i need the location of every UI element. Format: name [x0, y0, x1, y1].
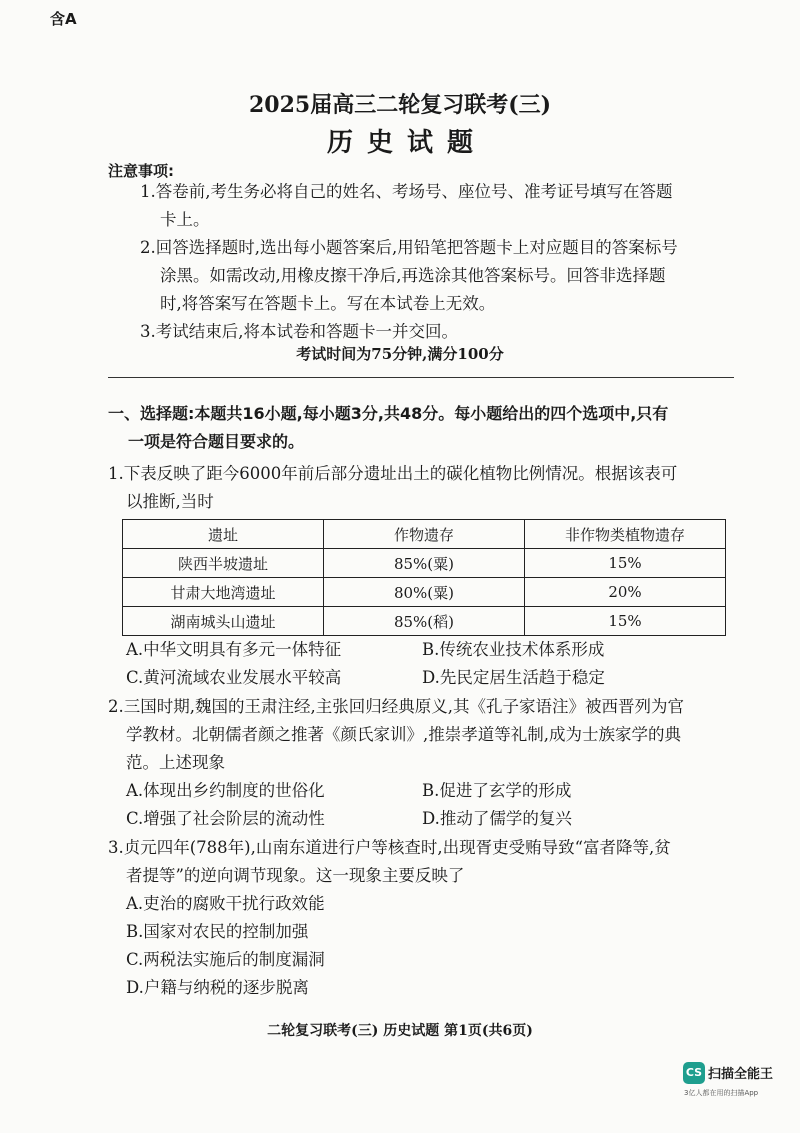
table-cell: 湖南城头山遗址 — [123, 607, 324, 636]
table-cell: 甘肃大地湾遗址 — [123, 578, 324, 607]
q1-option-b: B.传统农业技术体系形成 — [422, 640, 605, 659]
camscanner-tagline: 3亿人都在用的扫描App — [684, 1089, 759, 1097]
q3-stem: 3.贞元四年(788年),山南东道进行户等核查时,出现胥吏受贿导致“富者降等,贫 — [108, 838, 671, 857]
camscanner-name: 扫描全能王 — [708, 1067, 774, 1082]
q1-option-d: D.先民定居生活趋于稳定 — [422, 668, 605, 687]
q3-option-b: B.国家对农民的控制加强 — [126, 922, 309, 941]
q1-stem: 以推断,当时 — [126, 492, 214, 511]
notice-line: 1.答卷前,考生务必将自己的姓名、考场号、座位号、准考证号填写在答题 — [140, 182, 673, 201]
page-footer: 二轮复习联考(三) 历史试题 第1页(共6页) — [267, 1023, 533, 1039]
section-heading: 一、选择题:本题共16小题,每小题3分,共48分。每小题给出的四个选项中,只有 — [108, 404, 669, 423]
table-row — [123, 578, 726, 607]
table-cell: 80%(粟) — [324, 578, 525, 607]
table-header: 非作物类植物遗存 — [525, 520, 726, 549]
table-cell: 陕西半坡遗址 — [123, 549, 324, 578]
q2-stem: 范。上述现象 — [126, 753, 225, 772]
subject-title: 历史试题 — [326, 128, 487, 158]
q2-stem: 2.三国时期,魏国的王肃注经,主张回归经典原义,其《孔子家语注》被西晋列为官 — [108, 697, 684, 716]
camscanner-logo-icon: CS — [683, 1062, 705, 1084]
q2-option-c: C.增强了社会阶层的流动性 — [126, 809, 325, 828]
exam-title: 2025届高三二轮复习联考(三) — [248, 92, 552, 118]
q1-option-c: C.黄河流域农业发展水平较高 — [126, 668, 342, 687]
table-row — [123, 549, 726, 578]
divider — [108, 377, 734, 378]
q1-stem: 1.下表反映了距今6000年前后部分遗址出土的碳化植物比例情况。根据该表可 — [108, 464, 678, 483]
notice-line: 卡上。 — [160, 210, 210, 229]
table-cell: 15% — [525, 607, 726, 636]
q1-option-a: A.中华文明具有多元一体特征 — [126, 640, 342, 659]
sites-table — [122, 519, 726, 636]
notice-line: 涂黑。如需改动,用橡皮擦干净后,再选涂其他答案标号。回答非选择题 — [160, 266, 666, 285]
table-cell: 15% — [525, 549, 726, 578]
section-heading: 一项是符合题目要求的。 — [128, 432, 305, 451]
notice-line: 3.考试结束后,将本试卷和答题卡一并交回。 — [140, 322, 458, 341]
q2-option-d: D.推动了儒学的复兴 — [422, 809, 572, 828]
table-header-row — [123, 520, 726, 549]
notice-line: 时,将答案写在答题卡上。写在本试卷上无效。 — [160, 294, 496, 313]
q3-option-d: D.户籍与纳税的逐步脱离 — [126, 978, 309, 997]
q3-stem: 者提等”的逆向调节现象。这一现象主要反映了 — [126, 866, 465, 885]
table-cell: 85%(粟) — [324, 549, 525, 578]
q3-option-c: C.两税法实施后的制度漏洞 — [126, 950, 325, 969]
table-cell: 20% — [525, 578, 726, 607]
table-header: 遗址 — [123, 520, 324, 549]
q2-option-b: B.促进了玄学的形成 — [422, 781, 572, 800]
q2-option-a: A.体现出乡约制度的世俗化 — [126, 781, 325, 800]
table-row — [123, 607, 726, 636]
corner-mark: 含A — [50, 10, 77, 28]
table-header: 作物遗存 — [324, 520, 525, 549]
notice-heading: 注意事项: — [108, 162, 174, 180]
table-cell: 85%(稻) — [324, 607, 525, 636]
notice-line: 2.回答选择题时,选出每小题答案后,用铅笔把答题卡上对应题目的答案标号 — [140, 238, 678, 257]
exam-time: 考试时间为75分钟,满分100分 — [296, 345, 504, 363]
q2-stem: 学教材。北朝儒者颜之推著《颜氏家训》,推崇孝道等礼制,成为士族家学的典 — [126, 725, 681, 744]
q3-option-a: A.吏治的腐败干扰行政效能 — [126, 894, 325, 913]
